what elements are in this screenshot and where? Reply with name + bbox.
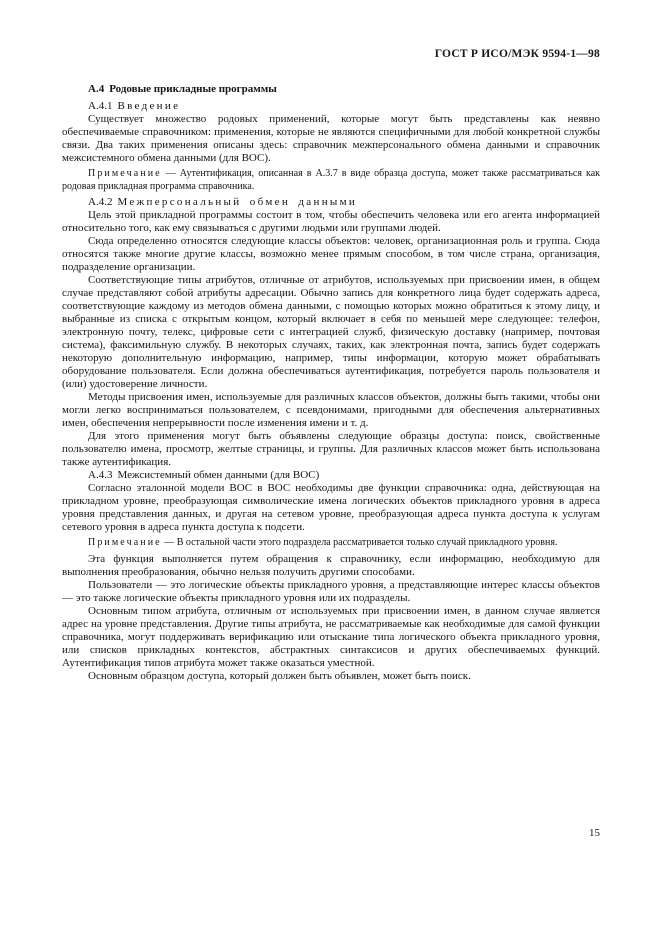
paragraph: Основным типом атрибута, отличным от используемых при присвоении имен, в данном случае является адрес на уровне представления. Другие типы атрибута, не рассматриваемые как необходимые для самой функции справочника, могут поддерживать верификацию или отыскание типа логического объекта прикладного уровня, или списков прикладных контекстов, абстрактных синтаксисов и других обеспечиваемых функций. Аутентификация типов атрибута может также оказаться уместной. bbox=[62, 604, 600, 669]
subsection-heading bbox=[62, 100, 600, 113]
note-paragraph bbox=[62, 537, 600, 550]
subsection-heading bbox=[62, 469, 600, 482]
note-text: — В остальной части этого подраздела рассматривается только случай прикладного уровня. bbox=[164, 537, 558, 548]
subsection-heading bbox=[62, 196, 600, 209]
subsection-number: А.4.1 bbox=[88, 100, 113, 112]
paragraph: Для этого применения могут быть объявлены следующие образцы доступа: поиск, свойственные пользователю имена, просмотр, желтые страницы, и группы. Для различных классов может быть использована также аутентификация. bbox=[62, 430, 600, 468]
paragraph: Методы присвоения имен, используемые для различных классов объектов, должны быть такими, чтобы они могли легко восприниматься пользователем, с псевдонимами, пригодными для обеспечения альтернативных имен, обеспечения непрерывности после изменения имени и т. д. bbox=[62, 391, 600, 429]
paragraph: Сюда определенно относятся следующие классы объектов: человек, организационная роль и группа. Сюда относятся также многие другие классы, возможно менее прямым способом, в том числе страна, организация, подразделение организации. bbox=[62, 235, 600, 273]
paragraph: Цель этой прикладной программы состоит в том, чтобы обеспечить человека или его агента информацией относительно того, как ему связываться с другими людьми или группами людей. bbox=[62, 209, 600, 234]
subsection-title: Введение bbox=[117, 100, 181, 112]
document-content bbox=[62, 83, 600, 683]
paragraph: Соответствующие типы атрибутов, отличные от атрибутов, используемых при присвоении имен, в общем случае представляют собой атрибуты адресации. Обычно запись для конкретного лица будет содержать адреса, соответствующие каждому из методов обмена данными, с помощью которых можно обратиться к этому лицу, и выбранные из списка с открытым концом, который включает в себя по меньшей мере следующее: телефон, электронную почту, телекс, цифровые сети с интеграцией служб, физическую доставку (например, почтовая система), факсимильную службу. В некоторых случаях, таких, как электронная почта, запись будет содержать некоторую дополнительную информацию, например, типы информации, которую может обрабатывать оборудование пользователя. Если должна обеспечиваться аутентификация, потребуется пароль пользователя и (или) удостоверение личности. bbox=[62, 274, 600, 390]
note-label: Примечание bbox=[88, 168, 162, 179]
subsection-number: А.4.2 bbox=[88, 196, 113, 208]
note-paragraph bbox=[62, 168, 600, 193]
section-body bbox=[62, 100, 600, 683]
page-number: 15 bbox=[589, 827, 600, 839]
note-text: — Аутентификация, описанная в А.3.7 в виде образца доступа, может также рассматриваться как родовая прикладная программа справочника. bbox=[62, 168, 600, 192]
subsection-title: Межсистемный обмен данными (для ВОС) bbox=[117, 469, 320, 481]
paragraph: Эта функция выполняется путем обращения к справочнику, если информацию, необходимую для выполнения преобразования, обычно нельзя получить другими способами. bbox=[62, 552, 600, 578]
paragraph: Существует множество родовых применений, которые могут быть представлены как неявно обеспечиваемые справочником: применения, которые не являются специфичными для любой конкретной службы связи. Два таких применения описаны здесь: справочник межперсонального обмена данными и справочник межсистемного обмена данными (для ВОС). bbox=[62, 113, 600, 164]
paragraph: Пользователи — это логические объекты прикладного уровня, а представляющие интерес классы объектов — это также логические объекты прикладного уровня или их подразделы. bbox=[62, 578, 600, 604]
note-label: Примечание bbox=[88, 537, 162, 548]
subsection-number: А.4.3 bbox=[88, 469, 113, 481]
subsection-title: Межперсональный обмен данными bbox=[117, 196, 358, 208]
section-title: Родовые прикладные программы bbox=[109, 83, 277, 95]
paragraph: Согласно эталонной модели ВОС в ВОС необходимы две функции справочника: одна, действующая на прикладном уровне, преобразующая символические имена логических объектов прикладного уровня в адреса уровня представления данных, и другая на сетевом уровне, преобразующая адреса пункта доступа к услугам сетевого уровня в адреса пункта доступа к подсети. bbox=[62, 482, 600, 533]
paragraph: Основным образцом доступа, который должен быть объявлен, может быть поиск. bbox=[88, 669, 471, 682]
section-number: А.4 bbox=[88, 83, 105, 95]
section-heading bbox=[62, 83, 600, 96]
running-header: ГОСТ Р ИСО/МЭК 9594-1—98 bbox=[434, 48, 600, 60]
